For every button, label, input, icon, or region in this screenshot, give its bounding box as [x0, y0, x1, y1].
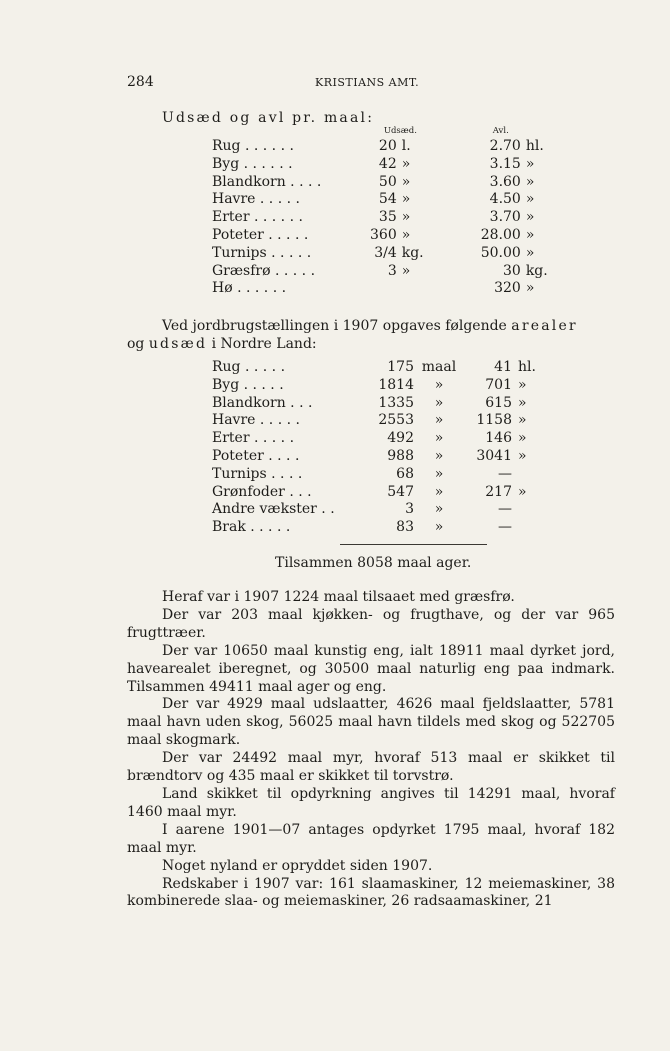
- page-header: [127, 74, 615, 96]
- area-amount: 988: [387, 447, 414, 464]
- body-text: [127, 589, 615, 911]
- seed-amount: 3: [387, 262, 397, 279]
- seed-amount: 20: [378, 138, 397, 154]
- area-amount: 492: [387, 430, 414, 447]
- area-amount: 547: [387, 483, 414, 500]
- seed-unit: »: [518, 394, 527, 411]
- area-amount: 1814: [378, 376, 414, 393]
- seed-unit: [512, 466, 536, 484]
- yield-amount: 320: [494, 280, 521, 297]
- seed-amount: —: [498, 519, 512, 536]
- crop-label: Turnips . . . .: [212, 465, 303, 482]
- area-amount: 3: [405, 501, 414, 518]
- yield-unit: »: [525, 173, 535, 190]
- seed-unit: »: [518, 430, 527, 447]
- seed-yield-table: [212, 125, 561, 298]
- seed-unit: [512, 501, 536, 519]
- seed-unit: [397, 280, 431, 298]
- area-unit: »: [434, 394, 444, 411]
- seed-unit: »: [518, 412, 527, 429]
- census-row: [212, 377, 536, 395]
- crop-label: Græsfrø . . . . .: [212, 262, 316, 279]
- crop-label: Byg . . . . .: [212, 376, 284, 393]
- seed-unit: »: [401, 173, 411, 190]
- crop-label: Erter . . . . . .: [212, 209, 303, 226]
- census-row: [212, 501, 536, 519]
- seed-amount: 1158: [476, 412, 512, 429]
- yield-unit: »: [525, 226, 535, 243]
- seed-amount: 3/4: [374, 244, 397, 261]
- seed-yield-header-row: [212, 125, 561, 138]
- seed-yield-row: [212, 138, 561, 156]
- crop-label: Rug . . . . . .: [212, 138, 294, 154]
- census-row: [212, 519, 536, 537]
- seed-amount: 360: [370, 226, 397, 243]
- yield-unit: hl.: [525, 138, 544, 154]
- area-unit: maal: [421, 359, 457, 375]
- census-intro-text: Ved jordbrugstællingen i 1907 opgaves følgende: [162, 318, 512, 334]
- area-unit: »: [434, 376, 444, 393]
- seed-yield-row: [212, 227, 561, 245]
- yield-amount: 30: [503, 262, 521, 279]
- seed-unit: »: [401, 155, 411, 172]
- seed-amount: 615: [485, 394, 512, 411]
- seed-amount: 146: [485, 430, 512, 447]
- seed-amount: —: [498, 501, 512, 518]
- census-intro: [127, 317, 615, 353]
- census-total: Tilsammen 8058 maal ager.: [275, 555, 472, 571]
- area-unit: »: [434, 501, 444, 518]
- body-paragraph: Heraf var i 1907 1224 maal tilsaaet med græsfrø.: [162, 589, 515, 605]
- yield-amount: 3.70: [489, 209, 521, 226]
- body-paragraph: Noget nyland er opryddet siden 1907.: [162, 857, 433, 874]
- census-row: [212, 395, 536, 413]
- seed-unit: »: [518, 447, 527, 464]
- area-unit: »: [434, 447, 444, 464]
- body-paragraph: Land skikket til opdyrkning angives til 14291 maal, hvoraf 1460 maal myr.: [127, 785, 615, 820]
- census-intro-text-3: i Nordre Land:: [207, 336, 317, 352]
- body-paragraph: Der var 4929 maal udslaatter, 4626 maal fjeldslaatter, 5781 maal havn uden skog, 56025 maal havn tildels med skog og 522705 maal skogmark.: [127, 696, 615, 749]
- seed-amount: 50: [378, 173, 397, 190]
- census-row: [212, 412, 536, 430]
- area-amount: 83: [396, 519, 414, 536]
- area-amount: 2553: [378, 412, 414, 429]
- seed-amount: 217: [485, 483, 512, 500]
- seed-unit: »: [401, 209, 411, 226]
- seed-unit: »: [401, 191, 411, 208]
- area-amount: 68: [396, 465, 414, 482]
- seed-unit: hl.: [518, 359, 536, 375]
- yield-amount: 3.60: [489, 173, 521, 190]
- census-row: [212, 466, 536, 484]
- crop-label: Havre . . . . .: [212, 191, 300, 208]
- yield-unit: »: [525, 155, 535, 172]
- area-unit: »: [434, 519, 444, 536]
- yield-amount: 50.00: [480, 244, 521, 261]
- crop-label: Havre . . . . .: [212, 412, 300, 429]
- crop-label: Rug . . . . .: [212, 359, 286, 375]
- crop-label: Erter . . . . .: [212, 430, 295, 447]
- body-paragraph: Der var 203 maal kjøkken- og frugthave, og der var 965 frugttræer.: [127, 606, 615, 641]
- area-amount: 1335: [378, 394, 414, 411]
- seed-amount: 42: [378, 155, 397, 172]
- body-paragraph: Der var 10650 maal kunstig eng, ialt 18911 maal dyrket jord, havearealet iberegnet, og 30500 maal naturlig eng paa indmark. Tilsammen 49411 maal ager og eng.: [127, 642, 615, 695]
- area-unit: »: [434, 465, 444, 482]
- yield-unit: »: [525, 191, 535, 208]
- area-unit: »: [434, 412, 444, 429]
- column-header-yield: Avl.: [492, 126, 509, 136]
- seed-amount: 3041: [476, 447, 512, 464]
- seed-yield-row: [212, 209, 561, 227]
- census-row: [212, 430, 536, 448]
- body-paragraph: Der var 24492 maal myr, hvoraf 513 maal er skikket til brændtorv og 435 maal er skikket til torvstrø.: [127, 750, 615, 785]
- census-row: [212, 448, 536, 466]
- yield-amount: 2.70: [489, 138, 521, 154]
- seed-amount: 54: [378, 191, 397, 208]
- crop-label: Blandkorn . . . .: [212, 173, 322, 190]
- yield-amount: 28.00: [480, 226, 521, 243]
- seed-yield-heading: Udsæd og avl pr. maal:: [162, 110, 375, 126]
- seed-unit: »: [518, 376, 527, 393]
- yield-unit: »: [525, 280, 535, 297]
- crop-label: Grønfoder . . .: [212, 483, 312, 500]
- seed-unit: »: [401, 262, 411, 279]
- yield-amount: 4.50: [489, 191, 521, 208]
- seed-unit: [512, 519, 536, 537]
- yield-unit: »: [525, 209, 535, 226]
- seed-yield-row: [212, 174, 561, 192]
- seed-amount: 41: [494, 359, 512, 375]
- seed-yield-row: [212, 245, 561, 263]
- seed-yield-row: [212, 263, 561, 281]
- area-amount: 175: [387, 359, 414, 375]
- census-intro-emphasis-udsaed: udsæd: [148, 336, 208, 352]
- census-table: [212, 359, 536, 537]
- seed-unit: kg.: [401, 244, 424, 261]
- crop-label: Brak . . . . .: [212, 519, 291, 536]
- crop-label: Andre vækster . .: [212, 501, 335, 518]
- area-unit: »: [434, 430, 444, 447]
- crop-label: Hø . . . . . .: [212, 280, 287, 297]
- page-number: 284: [127, 74, 154, 90]
- crop-label: Poteter . . . . .: [212, 226, 309, 243]
- crop-label: Turnips . . . . .: [212, 244, 312, 261]
- area-unit: »: [434, 483, 444, 500]
- yield-unit: »: [525, 244, 535, 261]
- seed-yield-row: [212, 191, 561, 209]
- yield-unit: kg.: [525, 262, 548, 279]
- seed-amount: —: [498, 465, 512, 482]
- body-paragraph: Redskaber i 1907 var: 161 slaamaskiner, 12 meiemaskiner, 38 kombinerede slaa- og meiemaskiner, 26 radsaamaskiner, 21: [127, 875, 615, 910]
- seed-amount: 35: [378, 209, 397, 226]
- total-divider: [340, 544, 487, 545]
- seed-unit: »: [401, 226, 411, 243]
- census-row: [212, 359, 536, 377]
- seed-amount: [370, 280, 397, 298]
- seed-amount: 701: [485, 376, 512, 393]
- yield-amount: 3.15: [489, 155, 521, 172]
- census-row: [212, 484, 536, 502]
- census-intro-text-2: og: [127, 336, 149, 352]
- crop-label: Byg . . . . . .: [212, 155, 293, 172]
- column-header-seed: Udsæd.: [383, 126, 417, 136]
- crop-label: Blandkorn . . .: [212, 394, 313, 411]
- seed-unit: »: [518, 483, 527, 500]
- crop-label: Poteter . . . .: [212, 447, 300, 464]
- census-intro-emphasis-arealer: arealer: [511, 318, 578, 334]
- seed-unit: l.: [401, 138, 411, 154]
- seed-yield-row: [212, 280, 561, 298]
- seed-yield-row: [212, 156, 561, 174]
- running-title: KRISTIANS AMT.: [315, 76, 420, 89]
- body-paragraph: I aarene 1901—07 antages opdyrket 1795 maal, hvoraf 182 maal myr.: [127, 821, 615, 856]
